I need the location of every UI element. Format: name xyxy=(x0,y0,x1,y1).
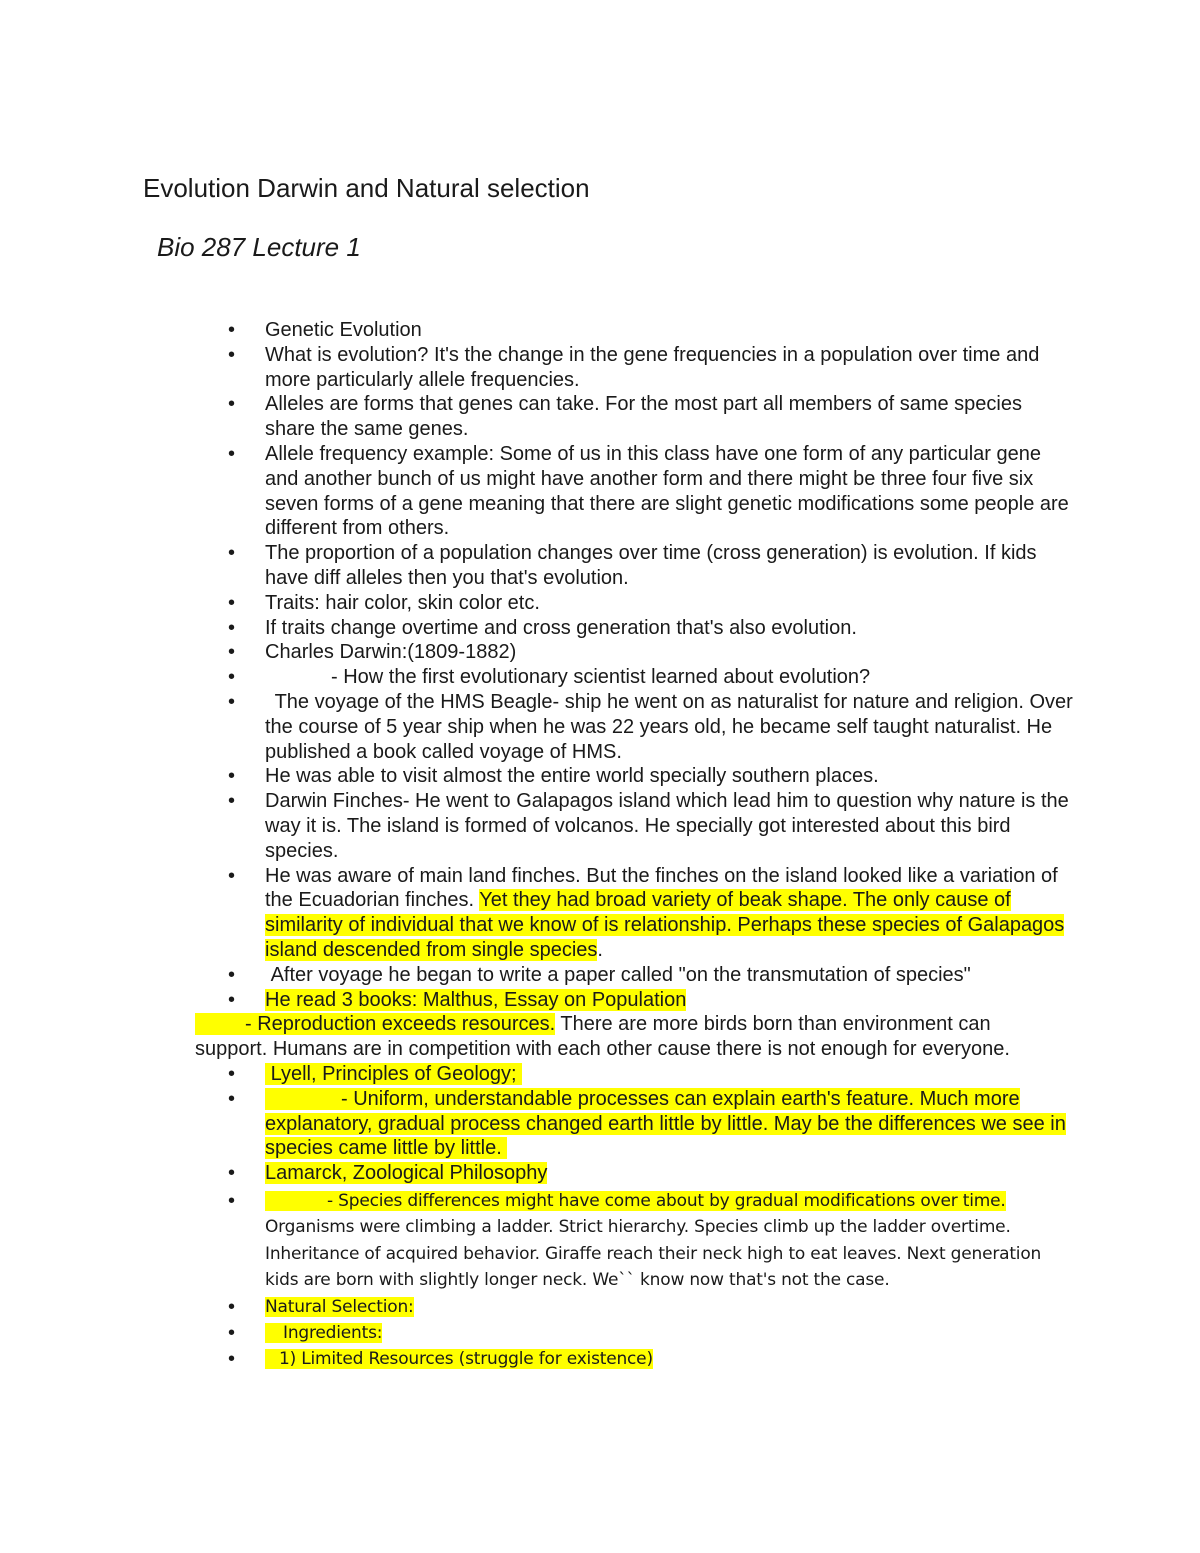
list-item-text: After voyage he began to write a paper called "on the transmutation of species" xyxy=(270,963,971,986)
bullet-icon: • xyxy=(228,591,236,614)
list-item-text xyxy=(265,988,1075,1013)
list-item xyxy=(0,1087,1075,1161)
highlighted-text: Lyell, Principles of Geology; xyxy=(265,1063,522,1085)
list-item-text xyxy=(265,1294,1075,1320)
highlighted-text: Natural Selection: xyxy=(265,1296,414,1317)
list-item-text xyxy=(265,1087,1075,1161)
bullet-icon: • xyxy=(228,319,236,341)
bullet-icon: • xyxy=(228,1348,235,1371)
list-item xyxy=(0,442,1075,541)
list-item-text: The voyage of the HMS Beagle- ship he went on as naturalist for nature and religion. Over the course of 5 year ship when he was 22 years old, he became self taught naturalist. He published a book called voyage of HMS. xyxy=(265,690,1073,763)
list-item xyxy=(0,988,1075,1013)
bullet-icon: • xyxy=(228,442,236,465)
list-item xyxy=(0,1062,1075,1087)
bullet-icon: • xyxy=(228,1062,236,1085)
list-item-text xyxy=(265,1062,1075,1087)
bullet-icon: • xyxy=(228,1162,236,1185)
bullet-icon: • xyxy=(228,1087,236,1110)
list-item-text: - How the first evolutionary scientist learned about evolution? xyxy=(331,666,871,689)
bullet-icon: • xyxy=(228,666,236,689)
paragraph: - Reproduction exceeds resources. There are more birds born than environment can support. Humans are in competition with each other cause there is not enough for everyone. xyxy=(195,1013,1010,1061)
bullet-icon: • xyxy=(228,988,236,1011)
bullet-icon: • xyxy=(228,542,236,565)
list-item-text: If traits change overtime and cross generation that's also evolution. xyxy=(265,616,857,639)
notes-body xyxy=(0,318,1200,1373)
highlighted-text: 1) Limited Resources (struggle for existence) xyxy=(265,1349,653,1369)
bullet-icon: • xyxy=(228,690,236,713)
list-item-text xyxy=(265,1161,1075,1186)
bullet-icon: • xyxy=(228,1295,235,1318)
list-item-text: What is evolution? It's the change in the gene frequencies in a population over time and more particularly allele frequencies. xyxy=(265,343,1040,391)
list-item xyxy=(0,616,1075,641)
list-item xyxy=(0,1161,1075,1186)
bullet-icon: • xyxy=(228,1189,235,1212)
list-item-text xyxy=(265,1188,1075,1214)
bullet-icon: • xyxy=(228,393,236,416)
list-item xyxy=(0,591,1075,616)
list-item-text: Traits: hair color, skin color etc. xyxy=(265,591,540,614)
list-item xyxy=(0,343,1075,393)
list-item xyxy=(0,1346,1075,1372)
page-title: Evolution Darwin and Natural selection xyxy=(143,173,590,203)
list-item-text: Genetic Evolution xyxy=(265,319,422,341)
highlighted-text: - Uniform, understandable processes can explain earth's feature. Much more explanatory, gradual process changed earth little by little. May be the differences we see in species came little by little. xyxy=(265,1087,1066,1160)
bullet-icon: • xyxy=(228,343,236,366)
list-item xyxy=(0,1320,1075,1346)
list-item xyxy=(0,318,1075,343)
list-item-text: Darwin Finches- He went to Galapagos island which lead him to question why nature is the way it is. The island is formed of volcanos. He specially got interested about this bird species. xyxy=(265,790,1069,862)
list-item xyxy=(0,665,1075,690)
highlighted-text: Lamarck, Zoological Philosophy xyxy=(265,1162,548,1185)
bullet-icon: • xyxy=(228,864,236,887)
page-subtitle: Bio 287 Lecture 1 xyxy=(157,232,361,262)
list-item-text: Allele frequency example: Some of us in this class have one form of any particular gene and another bunch of us might have another form and there might be three four five six seven forms of a gene meaning that there are slight genetic modifications some people are different from others. xyxy=(265,442,1069,540)
list-item-text xyxy=(265,1320,1075,1346)
list-item xyxy=(0,1188,1075,1214)
highlighted-text: Ingredients: xyxy=(265,1323,382,1343)
list-item-text: The proportion of a population changes over time (cross generation) is evolution. If kids have diff alleles then you that's evolution. xyxy=(265,542,1037,589)
bullet-icon: • xyxy=(228,1321,235,1344)
bullet-icon: • xyxy=(228,790,236,813)
list-item xyxy=(0,1294,1075,1320)
paragraph: Organisms were climbing a ladder. Strict hierarchy. Species climb up the ladder overtime. Inheritance of acquired behavior. Giraffe reach their neck high to eat leaves. Next generation kids are born with slightly longer neck. We`` know now that's not the case. xyxy=(265,1217,1042,1291)
list-item xyxy=(0,541,1075,591)
highlighted-text: - Reproduction exceeds resources. xyxy=(195,1013,556,1036)
list-item-text xyxy=(265,1346,1075,1372)
bullet-icon: • xyxy=(228,963,236,986)
list-item xyxy=(0,640,1075,665)
list-item-text: Charles Darwin:(1809-1882) xyxy=(265,641,517,664)
list-item xyxy=(0,864,1075,963)
list-item-text: Alleles are forms that genes can take. For the most part all members of same species share the same genes. xyxy=(265,393,1022,441)
highlighted-text: He read 3 books: Malthus, Essay on Population xyxy=(265,988,687,1011)
list-item xyxy=(0,690,1075,764)
bullet-icon: • xyxy=(228,641,236,664)
list-item xyxy=(0,764,1075,789)
list-item-text: He was aware of main land finches. But the finches on the island looked like a variation of the Ecuadorian finches. Yet they had broad variety of beak shape. The only cause of similarity of individual that we know of is relationship. Perhaps these species of Galapagos island descended from single species. xyxy=(265,864,1065,961)
highlighted-text: - Species differences might have come about by gradual modifications over time. xyxy=(265,1191,1006,1211)
bullet-icon: • xyxy=(228,765,236,788)
highlighted-text: Yet they had broad variety of beak shape. The only cause of similarity of individual that we know of is relationship. Perhaps these species of Galapagos island descended from single species xyxy=(265,889,1065,961)
list-item xyxy=(0,789,1075,863)
list-item xyxy=(0,392,1075,442)
list-item-text: He was able to visit almost the entire world specially southern places. xyxy=(265,765,879,788)
list-item xyxy=(0,963,1075,988)
bullet-icon: • xyxy=(228,616,236,639)
